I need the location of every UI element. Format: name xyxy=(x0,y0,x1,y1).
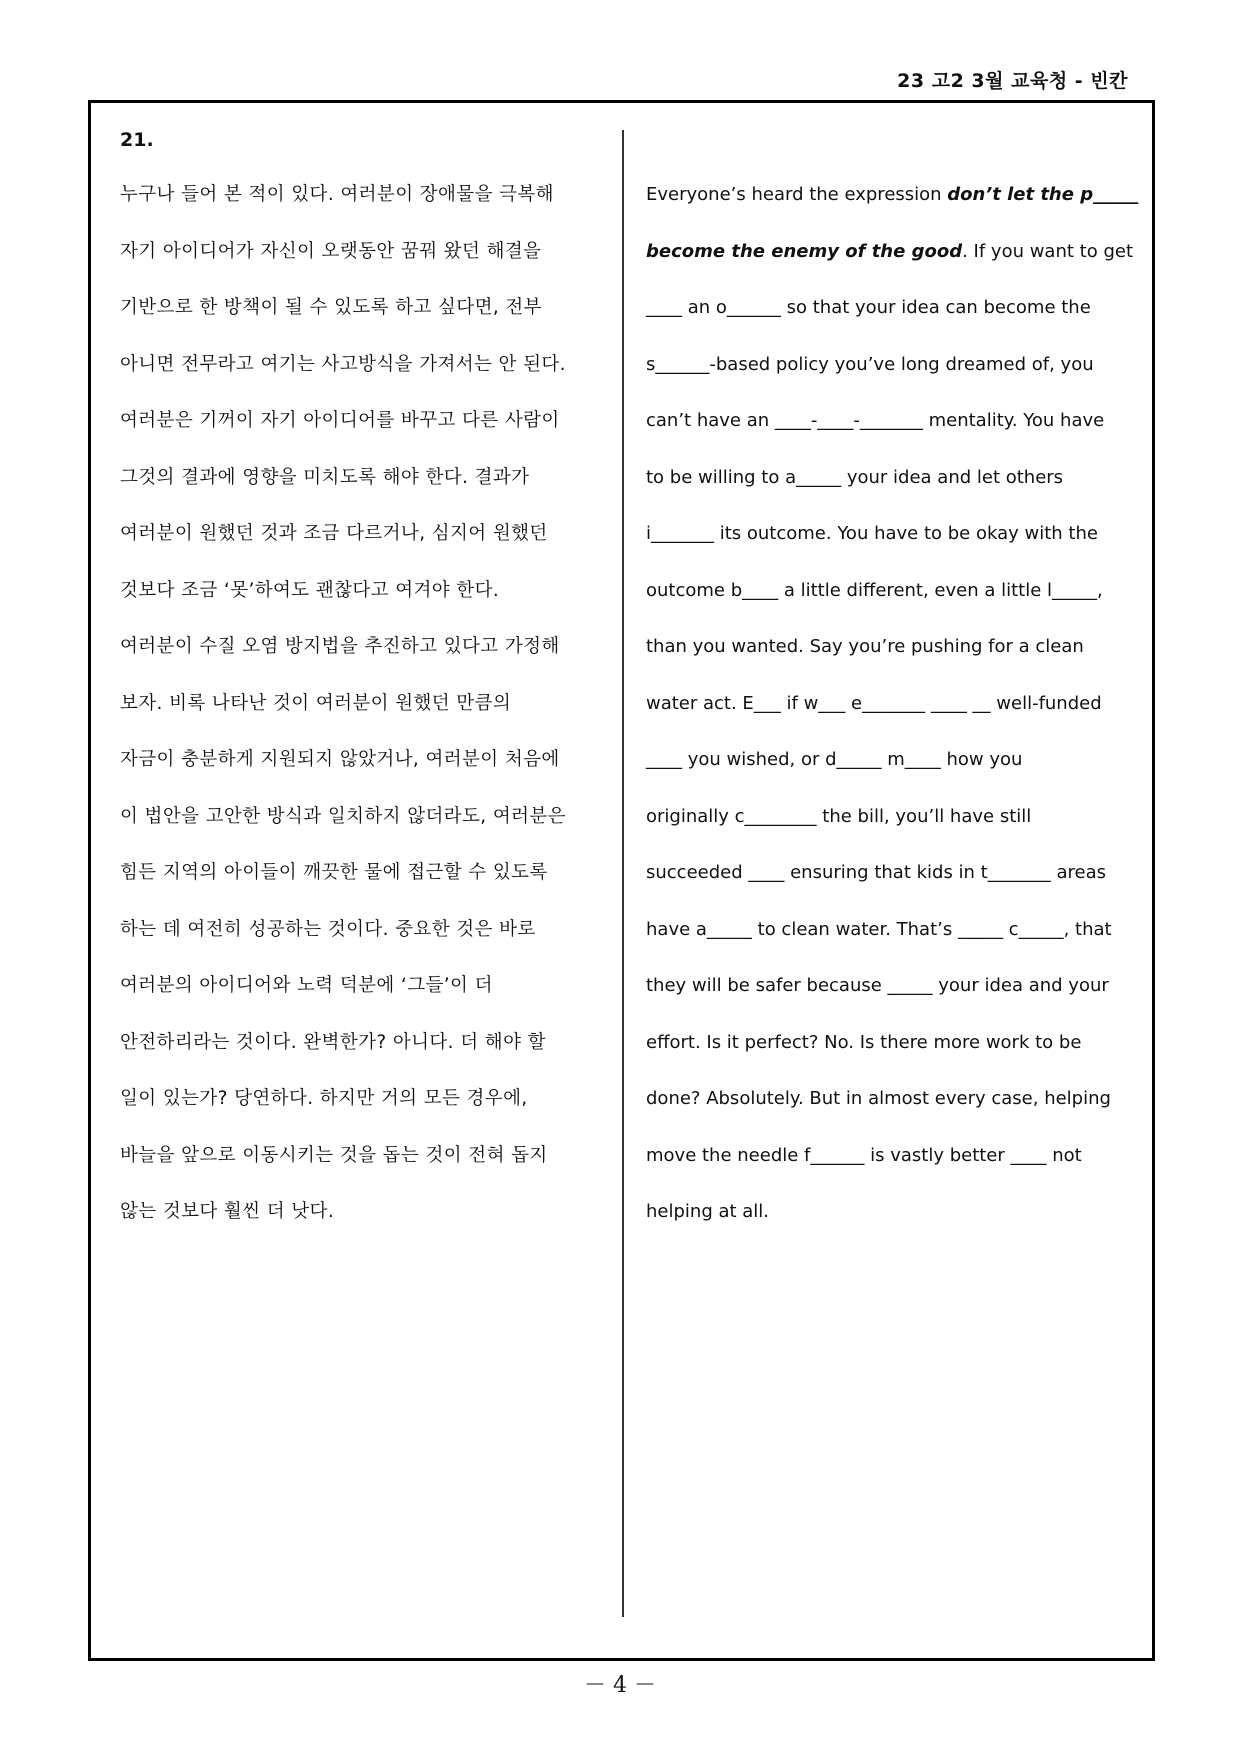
english-line xyxy=(646,235,1134,292)
korean-line: 누구나 들어 본 적이 있다. 여러분이 장애물을 극복해 xyxy=(120,184,554,205)
english-line xyxy=(646,1026,1126,1083)
english-line xyxy=(646,687,1126,744)
english-line xyxy=(646,517,1126,574)
korean-line: 힘든 지역의 아이들이 깨끗한 물에 접근할 수 있도록 xyxy=(120,862,548,883)
english-line-text: originally c________ the bill, you’ll have still xyxy=(646,805,1032,827)
page-header-title: 23 고2 3월 교육청 - 빈칸 xyxy=(897,70,1128,92)
english-line xyxy=(646,1195,1126,1252)
english-line xyxy=(646,856,1126,913)
english-line-text: ____ you wished, or d_____ m____ how you xyxy=(646,749,1023,770)
english-blank-passage xyxy=(646,178,1139,1252)
expression-emphasis: don’t let the p_____ xyxy=(947,184,1139,205)
english-line-text: effort. Is it perfect? No. Is there more work to be xyxy=(646,1031,1082,1053)
english-line-text: move the needle f______ is vastly better ____ not xyxy=(646,1144,1082,1166)
english-line xyxy=(646,574,1126,631)
korean-line: 자기 아이디어가 자신이 오랫동안 꿈꿔 왔던 해결을 xyxy=(120,240,542,262)
page-number: － 4 － xyxy=(584,1673,656,1698)
english-line-text: Everyone’s heard the expression xyxy=(646,184,948,205)
english-line xyxy=(646,1082,1126,1139)
english-line-text: helping at all. xyxy=(646,1201,770,1222)
korean-line: 일이 있는가? 당연하다. 하지만 거의 모든 경우에, xyxy=(120,1088,528,1109)
english-line-text: . If you want to get xyxy=(962,240,1134,262)
english-line xyxy=(646,630,1126,687)
english-line-text: they will be safer because _____ your idea and your xyxy=(646,975,1109,996)
english-line xyxy=(646,1139,1126,1196)
korean-line: 여러분이 수질 오염 방지법을 추진하고 있다고 가정해 xyxy=(120,636,560,657)
english-line-text: s______-based policy you’ve long dreamed of, you xyxy=(646,353,1094,375)
english-line-text: done? Absolutely. But in almost every case, helping xyxy=(646,1088,1111,1109)
korean-line: 아니면 전무라고 여기는 사고방식을 가져서는 안 된다. xyxy=(120,353,566,375)
korean-line: 하는 데 여전히 성공하는 것이다. 중요한 것은 바로 xyxy=(120,918,536,940)
english-line-text: succeeded ____ ensuring that kids in t_______ areas xyxy=(646,862,1106,883)
korean-line: 여러분이 원했던 것과 조금 다르거나, 심지어 원했던 xyxy=(120,523,548,544)
english-line xyxy=(646,461,1126,518)
english-line-text: ____ an o______ so that your idea can become the xyxy=(646,297,1091,318)
korean-line: 여러분은 기꺼이 자기 아이디어를 바꾸고 다른 사람이 xyxy=(120,410,560,431)
korean-translation xyxy=(120,178,600,1252)
korean-line: 이 법안을 고안한 방식과 일치하지 않더라도, 여러분은 xyxy=(120,805,566,827)
korean-line: 여러분의 아이디어와 노력 덕분에 ‘그들’이 더 xyxy=(120,975,493,996)
korean-line: 기반으로 한 방책이 될 수 있도록 하고 싶다면, 전부 xyxy=(120,297,542,318)
english-line xyxy=(646,969,1126,1026)
korean-line: 안전하리라는 것이다. 완벽한가? 아니다. 더 해야 할 xyxy=(120,1031,546,1053)
korean-line: 않는 것보다 훨씬 더 낫다. xyxy=(120,1201,335,1222)
english-line xyxy=(646,404,1126,461)
english-line xyxy=(646,800,1126,857)
english-line-text: than you wanted. Say you’re pushing for a clean xyxy=(646,636,1084,657)
korean-line: 바늘을 앞으로 이동시키는 것을 돕는 것이 전혀 돕지 xyxy=(120,1144,548,1166)
english-line xyxy=(646,743,1126,800)
korean-line: 그것의 결과에 영향을 미치도록 해야 한다. 결과가 xyxy=(120,466,530,488)
english-line xyxy=(646,348,1126,405)
korean-line: 것보다 조금 ‘못’하여도 괜찮다고 여겨야 한다. xyxy=(120,579,500,601)
column-divider xyxy=(622,130,624,1617)
english-line-text: can’t have an ____-____-_______ mentality. You have xyxy=(646,410,1105,431)
expression-emphasis: become the enemy of the good xyxy=(646,240,963,262)
question-number: 21. xyxy=(120,129,154,151)
english-line xyxy=(646,913,1126,970)
korean-line: 보자. 비록 나타난 것이 여러분이 원했던 만큼의 xyxy=(120,692,512,714)
korean-line: 자금이 충분하게 지원되지 않았거나, 여러분이 처음에 xyxy=(120,749,560,770)
english-line-text: outcome b____ a little different, even a little l_____, xyxy=(646,579,1103,601)
english-line xyxy=(646,178,1139,235)
english-line-text: water act. E___ if w___ e_______ ____ __ well-funded xyxy=(646,692,1102,714)
english-line-text: i_______ its outcome. You have to be okay with the xyxy=(646,523,1098,544)
english-line-text: to be willing to a_____ your idea and let others xyxy=(646,466,1064,488)
english-line xyxy=(646,291,1126,348)
english-line-text: have a_____ to clean water. That’s _____ c_____, that xyxy=(646,918,1112,940)
